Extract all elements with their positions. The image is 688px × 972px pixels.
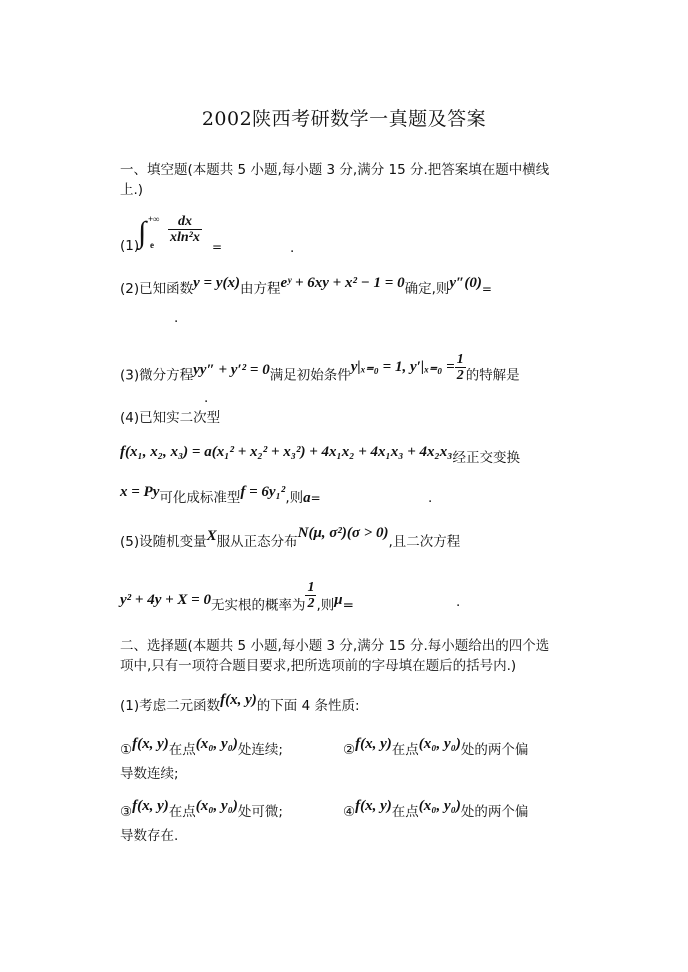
p3-math-point: (x₀, y₀)	[195, 798, 238, 814]
c1-math-function: f(x, y)	[220, 692, 257, 708]
p1-text2: 处连续;	[237, 742, 283, 758]
p2-text1: 在点	[391, 742, 419, 758]
q3-frac-num: 1	[456, 352, 464, 367]
question-5	[120, 525, 461, 552]
p2-mark: ②	[343, 742, 356, 758]
q1-integral	[138, 212, 238, 258]
property-3	[120, 798, 283, 822]
q4-math-quadratic-form: f(x₁, x₂, x₃) = a(x₁² + x₂² + x₃²) + 4x₁x₂ + 4x₁x₃ + 4x₂x₃	[120, 444, 453, 460]
q5-frac-num: 1	[307, 580, 315, 595]
q4-equals: =	[310, 491, 321, 505]
q3-fraction	[455, 352, 466, 383]
q1-end: .	[290, 240, 295, 256]
q3-prefix: (3)微分方程	[120, 367, 194, 384]
p4-text2: 处的两个偏	[460, 804, 529, 820]
property-1	[120, 736, 283, 760]
q5-frac-den: 2	[307, 596, 315, 611]
p1-math-function: f(x, y)	[132, 736, 169, 752]
q5-fraction	[305, 580, 316, 611]
p1-text1: 在点	[168, 742, 196, 758]
property-4	[343, 798, 529, 822]
p4-math-point: (x₀, y₀)	[418, 798, 461, 814]
question-2	[120, 275, 492, 299]
question-4-transform	[120, 484, 321, 508]
section1-heading-line1: 一、填空题(本题共 5 小题,每小题 3 分,满分 15 分.把答案填在题中横线	[120, 162, 550, 178]
q5-end: .	[456, 594, 461, 610]
q1-upper-limit: +∞	[148, 214, 160, 224]
p4-wrap: 导数存在.	[120, 828, 179, 844]
section2-heading-line2: 项中,只有一项符合题目要求,把所选项前的字母填在题后的括号内.)	[120, 658, 517, 674]
q4-line1: (4)已知实二次型	[120, 410, 221, 426]
q2-math-function: y = y(x)	[193, 275, 240, 291]
q4-math-transform: x = Py	[120, 484, 160, 500]
p2-wrap: 导数连续;	[120, 766, 179, 782]
question-5-line2	[120, 580, 354, 621]
q2-mid2: 确定,则	[404, 281, 450, 297]
q4-suffix1: 经正交变换	[452, 450, 521, 466]
q5-prefix: (5)设随机变量	[120, 534, 207, 550]
p4-math-function: f(x, y)	[355, 798, 392, 814]
q5-mid2: 无实根的概率为	[210, 597, 306, 614]
section1-heading-line2: 上.)	[120, 182, 144, 198]
p4-text1: 在点	[391, 804, 419, 820]
q1-numerator: dx	[177, 214, 192, 229]
q2-math-derivative: y″(0)	[449, 275, 482, 291]
q2-equals: =	[481, 282, 492, 296]
q5-mid1: 服从正态分布	[216, 534, 298, 550]
q5-suffix1: ,且二次方程	[388, 534, 461, 550]
q5-mid3: ,则	[316, 597, 335, 614]
q4-math-a: a	[303, 490, 311, 506]
section2-heading-line1: 二、选择题(本题共 5 小题,每小题 3 分,满分 15 分.每小题给出的四个选	[120, 638, 550, 654]
p3-text2: 处可微;	[237, 804, 283, 820]
question-3	[120, 352, 520, 391]
q3-frac-den: 2	[456, 368, 464, 383]
q2-math-equation: eʸ + 6xy + x² − 1 = 0	[280, 275, 405, 291]
q1-denominator: xln²x	[170, 230, 200, 245]
c1-prefix: (1)考虑二元函数	[120, 698, 221, 714]
p2-math-function: f(x, y)	[355, 736, 392, 752]
choice-question-1	[120, 692, 360, 716]
p3-text1: 在点	[168, 804, 196, 820]
q5-equals: =	[342, 597, 354, 614]
q5-math-x: X	[206, 528, 217, 544]
c1-suffix: 的下面 4 条性质:	[256, 698, 360, 714]
q4-math-standard: f = 6y₁²	[240, 484, 286, 500]
p4-mark: ④	[343, 804, 356, 820]
q3-math-conditions: y|ₓ₌₀ = 1, y′|ₓ₌₀ =	[350, 358, 455, 375]
q1-label: (1)	[120, 238, 140, 254]
integral-sign: ∫	[138, 216, 147, 249]
q5-math-normal: N(μ, σ²)(σ > 0)	[297, 525, 389, 541]
q5-math-equation: y² + 4y + X = 0	[120, 591, 211, 608]
q2-end: .	[174, 310, 179, 326]
question-4-form	[120, 444, 521, 468]
property-2	[343, 736, 529, 760]
q2-prefix: (2)已知函数	[120, 281, 194, 297]
p3-mark: ③	[120, 804, 133, 820]
q1-fraction	[168, 214, 202, 245]
q2-mid1: 由方程	[239, 281, 281, 297]
p1-math-point: (x₀, y₀)	[195, 736, 238, 752]
q3-end: .	[204, 390, 209, 406]
p2-text2: 处的两个偏	[460, 742, 529, 758]
p2-math-point: (x₀, y₀)	[418, 736, 461, 752]
q4-end: .	[428, 490, 433, 506]
q3-suffix: 的特解是	[465, 367, 520, 384]
q3-mid1: 满足初始条件	[269, 367, 351, 384]
q1-lower-limit: e	[150, 240, 154, 250]
q5-math-mu: μ	[334, 591, 343, 608]
p1-mark: ①	[120, 742, 133, 758]
q1-equals: =	[212, 240, 223, 254]
page-title: 2002陕西考研数学一真题及答案	[201, 108, 487, 130]
q4-mid: 可化成标准型	[159, 490, 241, 506]
p3-math-function: f(x, y)	[132, 798, 169, 814]
q4-mid2: ,则	[285, 490, 304, 506]
q3-math-equation: yy″ + y′² = 0	[193, 361, 270, 378]
